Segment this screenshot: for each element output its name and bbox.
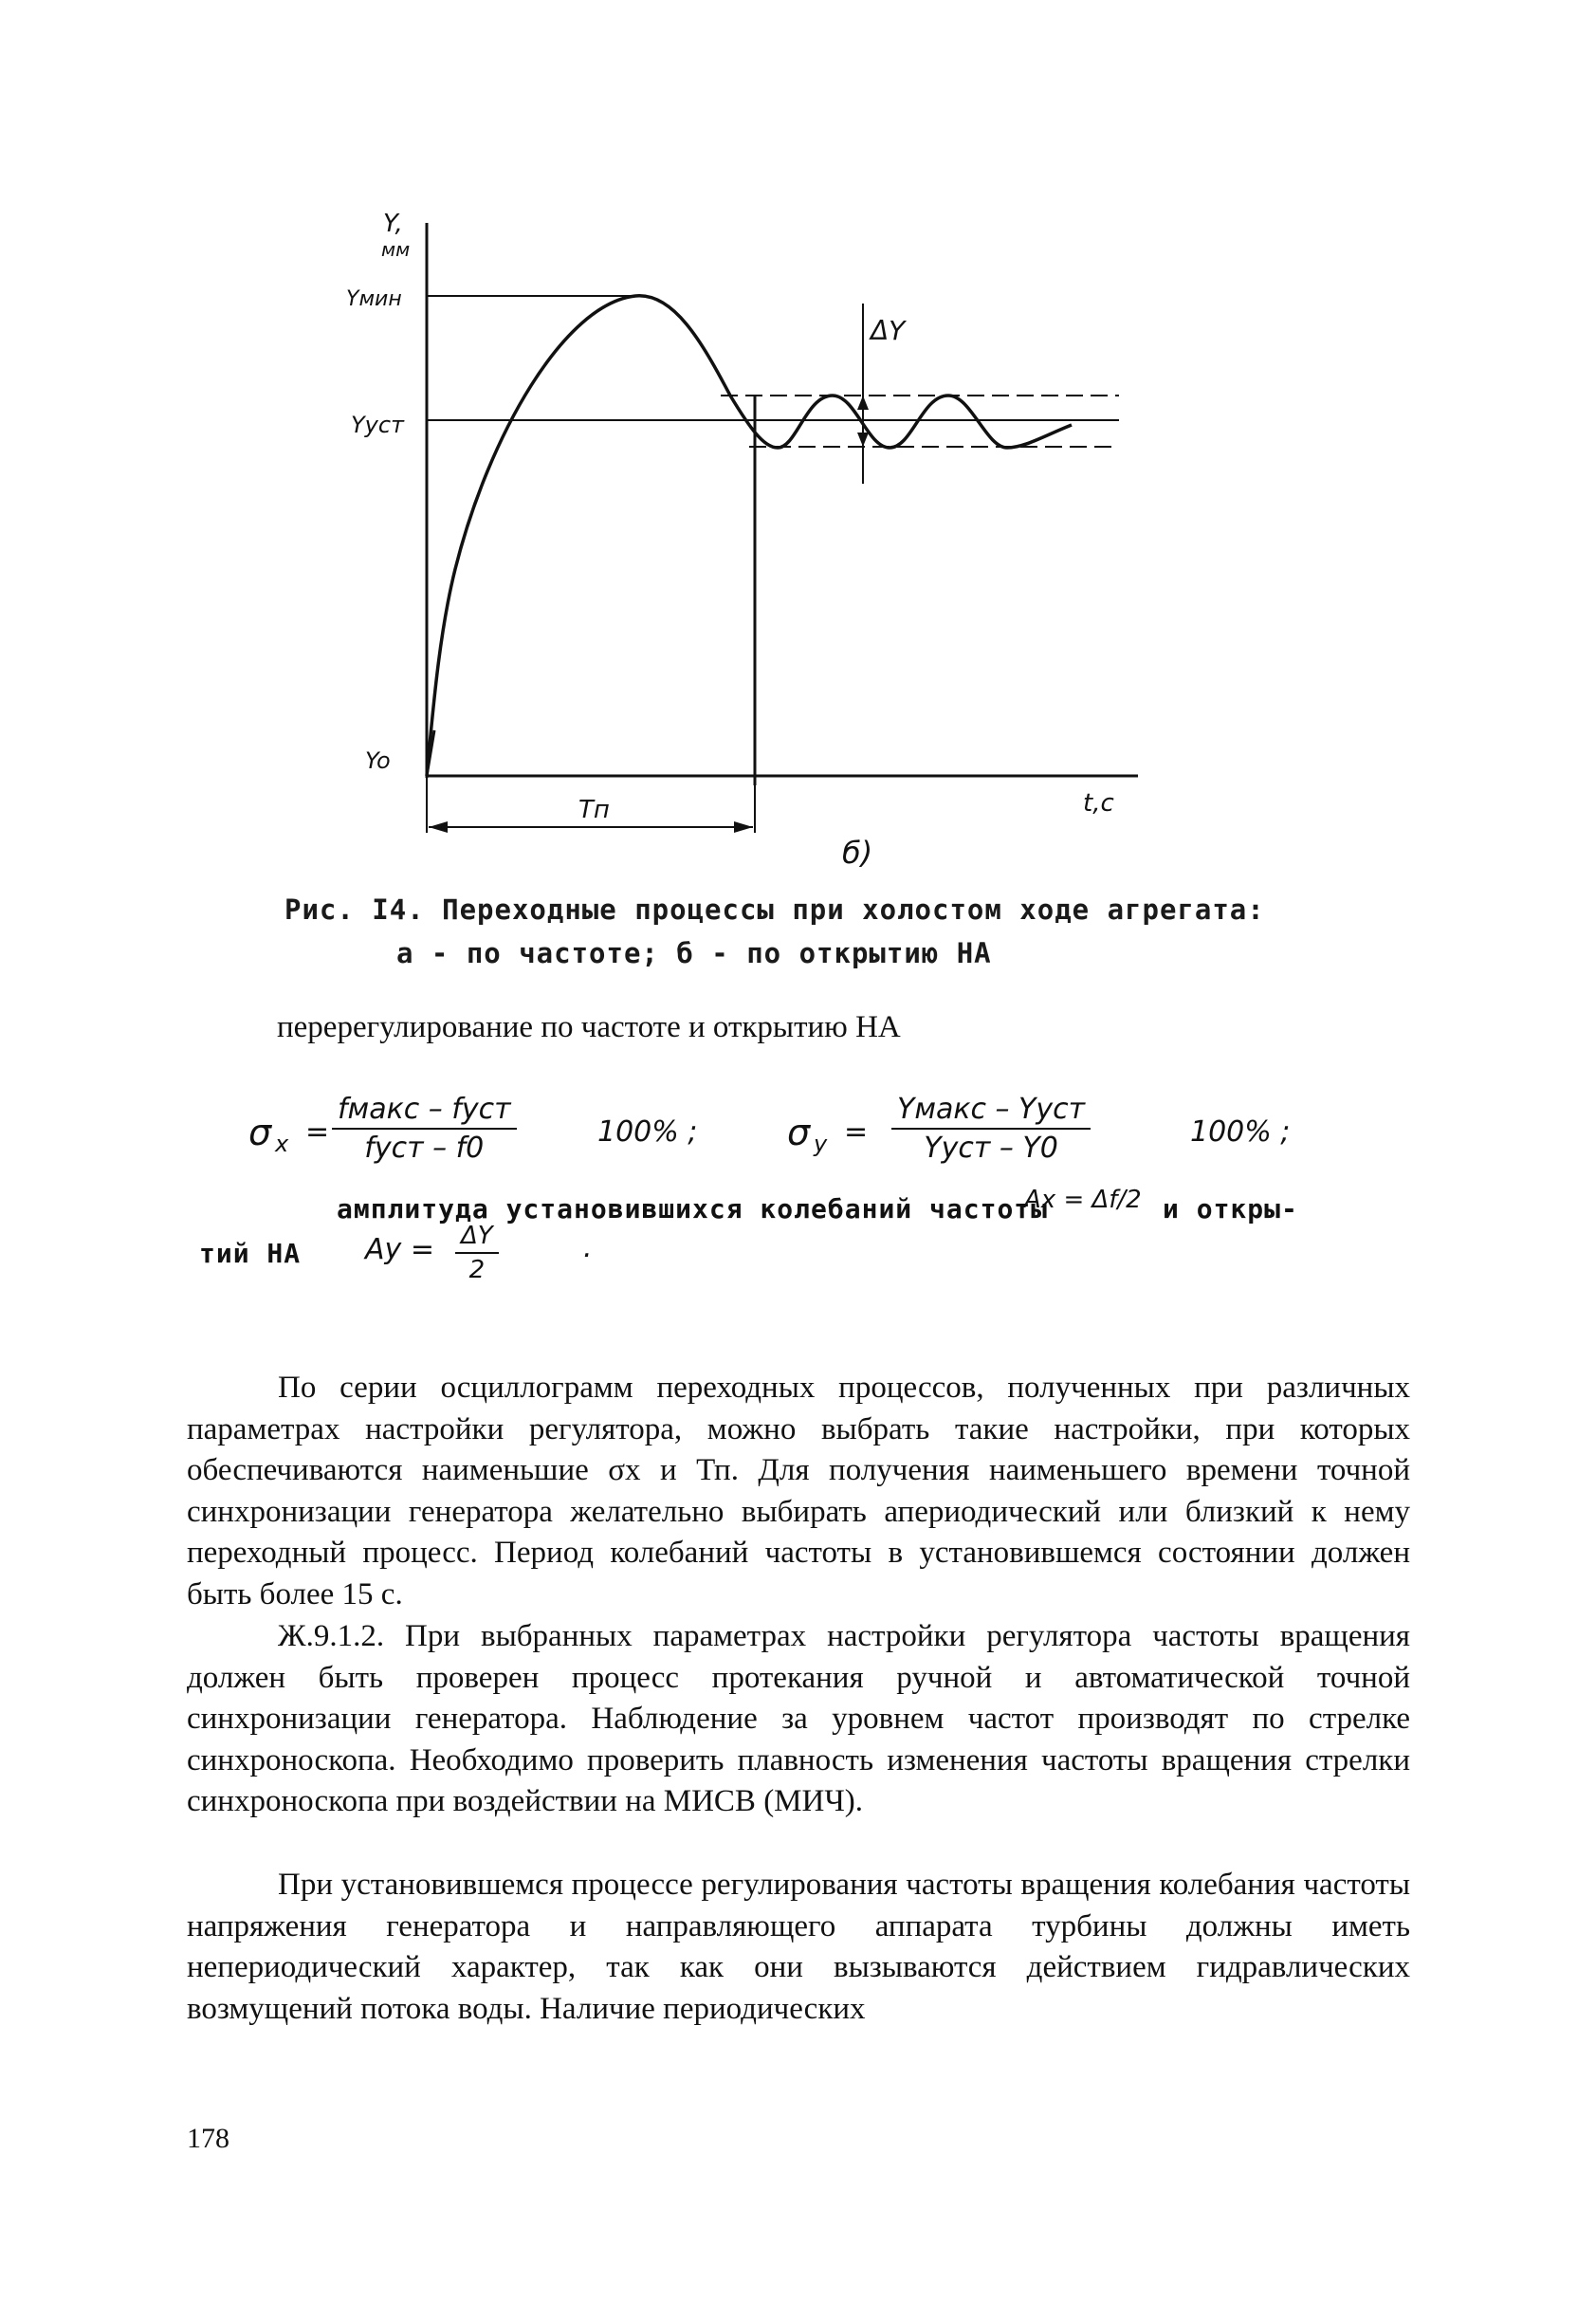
- sigma-x-numerator: fмакс – fуст: [332, 1093, 517, 1130]
- panel-label: б): [842, 835, 873, 871]
- delta-y-arrow-head-down: [857, 433, 869, 447]
- amplitude-text-line-2: тий НА: [199, 1238, 302, 1269]
- paragraph-1-text: По серии осциллограмм переходных процессов, полученных при различных параметрах настройки регулятора, можно выбрать такие настройки, при которых обеспечиваются наименьшие σх и Тп. Для получения наименьшего времени точной синхронизации генератора желательно выбирать апериодический или близкий к нему переходный процесс. Период колебаний частоты в установившемся состоянии должен быть более 15 с.: [187, 1371, 1410, 1611]
- lead-text: перерегулирование по частоте и открытию НА: [277, 1010, 901, 1044]
- sigma-y-symbol: σ: [787, 1112, 811, 1153]
- delta-y-arrow-head-up: [857, 396, 869, 410]
- amplitude-text: амплитуда установившихся колебаний частоты: [337, 1193, 1049, 1225]
- equals-sign-x: =: [305, 1115, 330, 1149]
- ay-dot: .: [583, 1231, 593, 1264]
- sigma-x-subscript: x: [275, 1131, 289, 1157]
- sigma-x-fraction: [332, 1093, 517, 1165]
- sigma-x-denominator: fуст – f0: [364, 1132, 485, 1165]
- tn-arrow-right: [734, 821, 753, 833]
- y-axis-label: Y,: [383, 210, 403, 238]
- tn-arrow-left: [429, 821, 448, 833]
- amplitude-ax-formula: Ax = Δf/2: [1024, 1186, 1142, 1214]
- tn-label: Тп: [578, 796, 610, 824]
- y-set-label: Yуст: [351, 412, 405, 438]
- figure-caption-line-2: а - по частоте; б - по открытию НА: [396, 937, 992, 969]
- delta-y-label: ΔY: [871, 315, 906, 346]
- paragraph-1: [187, 1368, 1410, 1616]
- y-axis-unit: мм: [381, 238, 411, 261]
- sigma-y-numerator: Yмакс – Yуст: [891, 1093, 1091, 1130]
- sigma-y-tail: 100% ;: [1190, 1115, 1291, 1149]
- sigma-x-symbol: σ: [248, 1112, 272, 1153]
- ay-denominator: 2: [468, 1256, 486, 1284]
- page-number: 178: [187, 2123, 229, 2154]
- paragraph-3-text: При установившемся процессе регулирования частоты вращения колебания частоты напряжения генератора и направляющего аппарата турбины должны иметь непериодический характер, так как они вызываются действием гидравлических возмущений потока воды. Наличие периодических: [187, 1868, 1410, 2026]
- paragraph-3: [187, 1865, 1410, 2030]
- x-axis-label: t,c: [1083, 789, 1114, 818]
- paragraph-2-text: Ж.9.1.2. При выбранных параметрах настройки регулятора частоты вращения должен быть проверен процесс протекания ручной и автоматической точной синхронизации генератора. Наблюдение за уровнем частот производят по стрелке синхроноскопа. Необходимо проверить плавность изменения частоты вращения стрелки синхроноскопа при воздействии на МИСВ (МИЧ).: [187, 1619, 1410, 1819]
- sigma-y-subscript: y: [814, 1131, 828, 1157]
- equals-sign-y: =: [844, 1115, 869, 1149]
- paragraph-2: [187, 1616, 1410, 1823]
- ay-numerator: ΔY: [455, 1222, 499, 1254]
- figure-caption-line-1: Рис. I4. Переходные процессы при холостом ходе агрегата:: [284, 893, 1265, 926]
- sigma-x-tail: 100% ;: [597, 1115, 698, 1149]
- y-zero-label: Yo: [365, 747, 391, 774]
- sigma-y-denominator: Yуст – Y0: [924, 1132, 1058, 1165]
- ay-fraction: [455, 1222, 499, 1284]
- transient-process-figure: [322, 199, 1195, 882]
- transient-curve: [427, 296, 1072, 776]
- amplitude-text-end: и откры-: [1163, 1193, 1298, 1225]
- y-max-label: Yмин: [346, 287, 402, 311]
- ay-lhs: Ay =: [365, 1233, 434, 1266]
- sigma-y-fraction: [891, 1093, 1091, 1165]
